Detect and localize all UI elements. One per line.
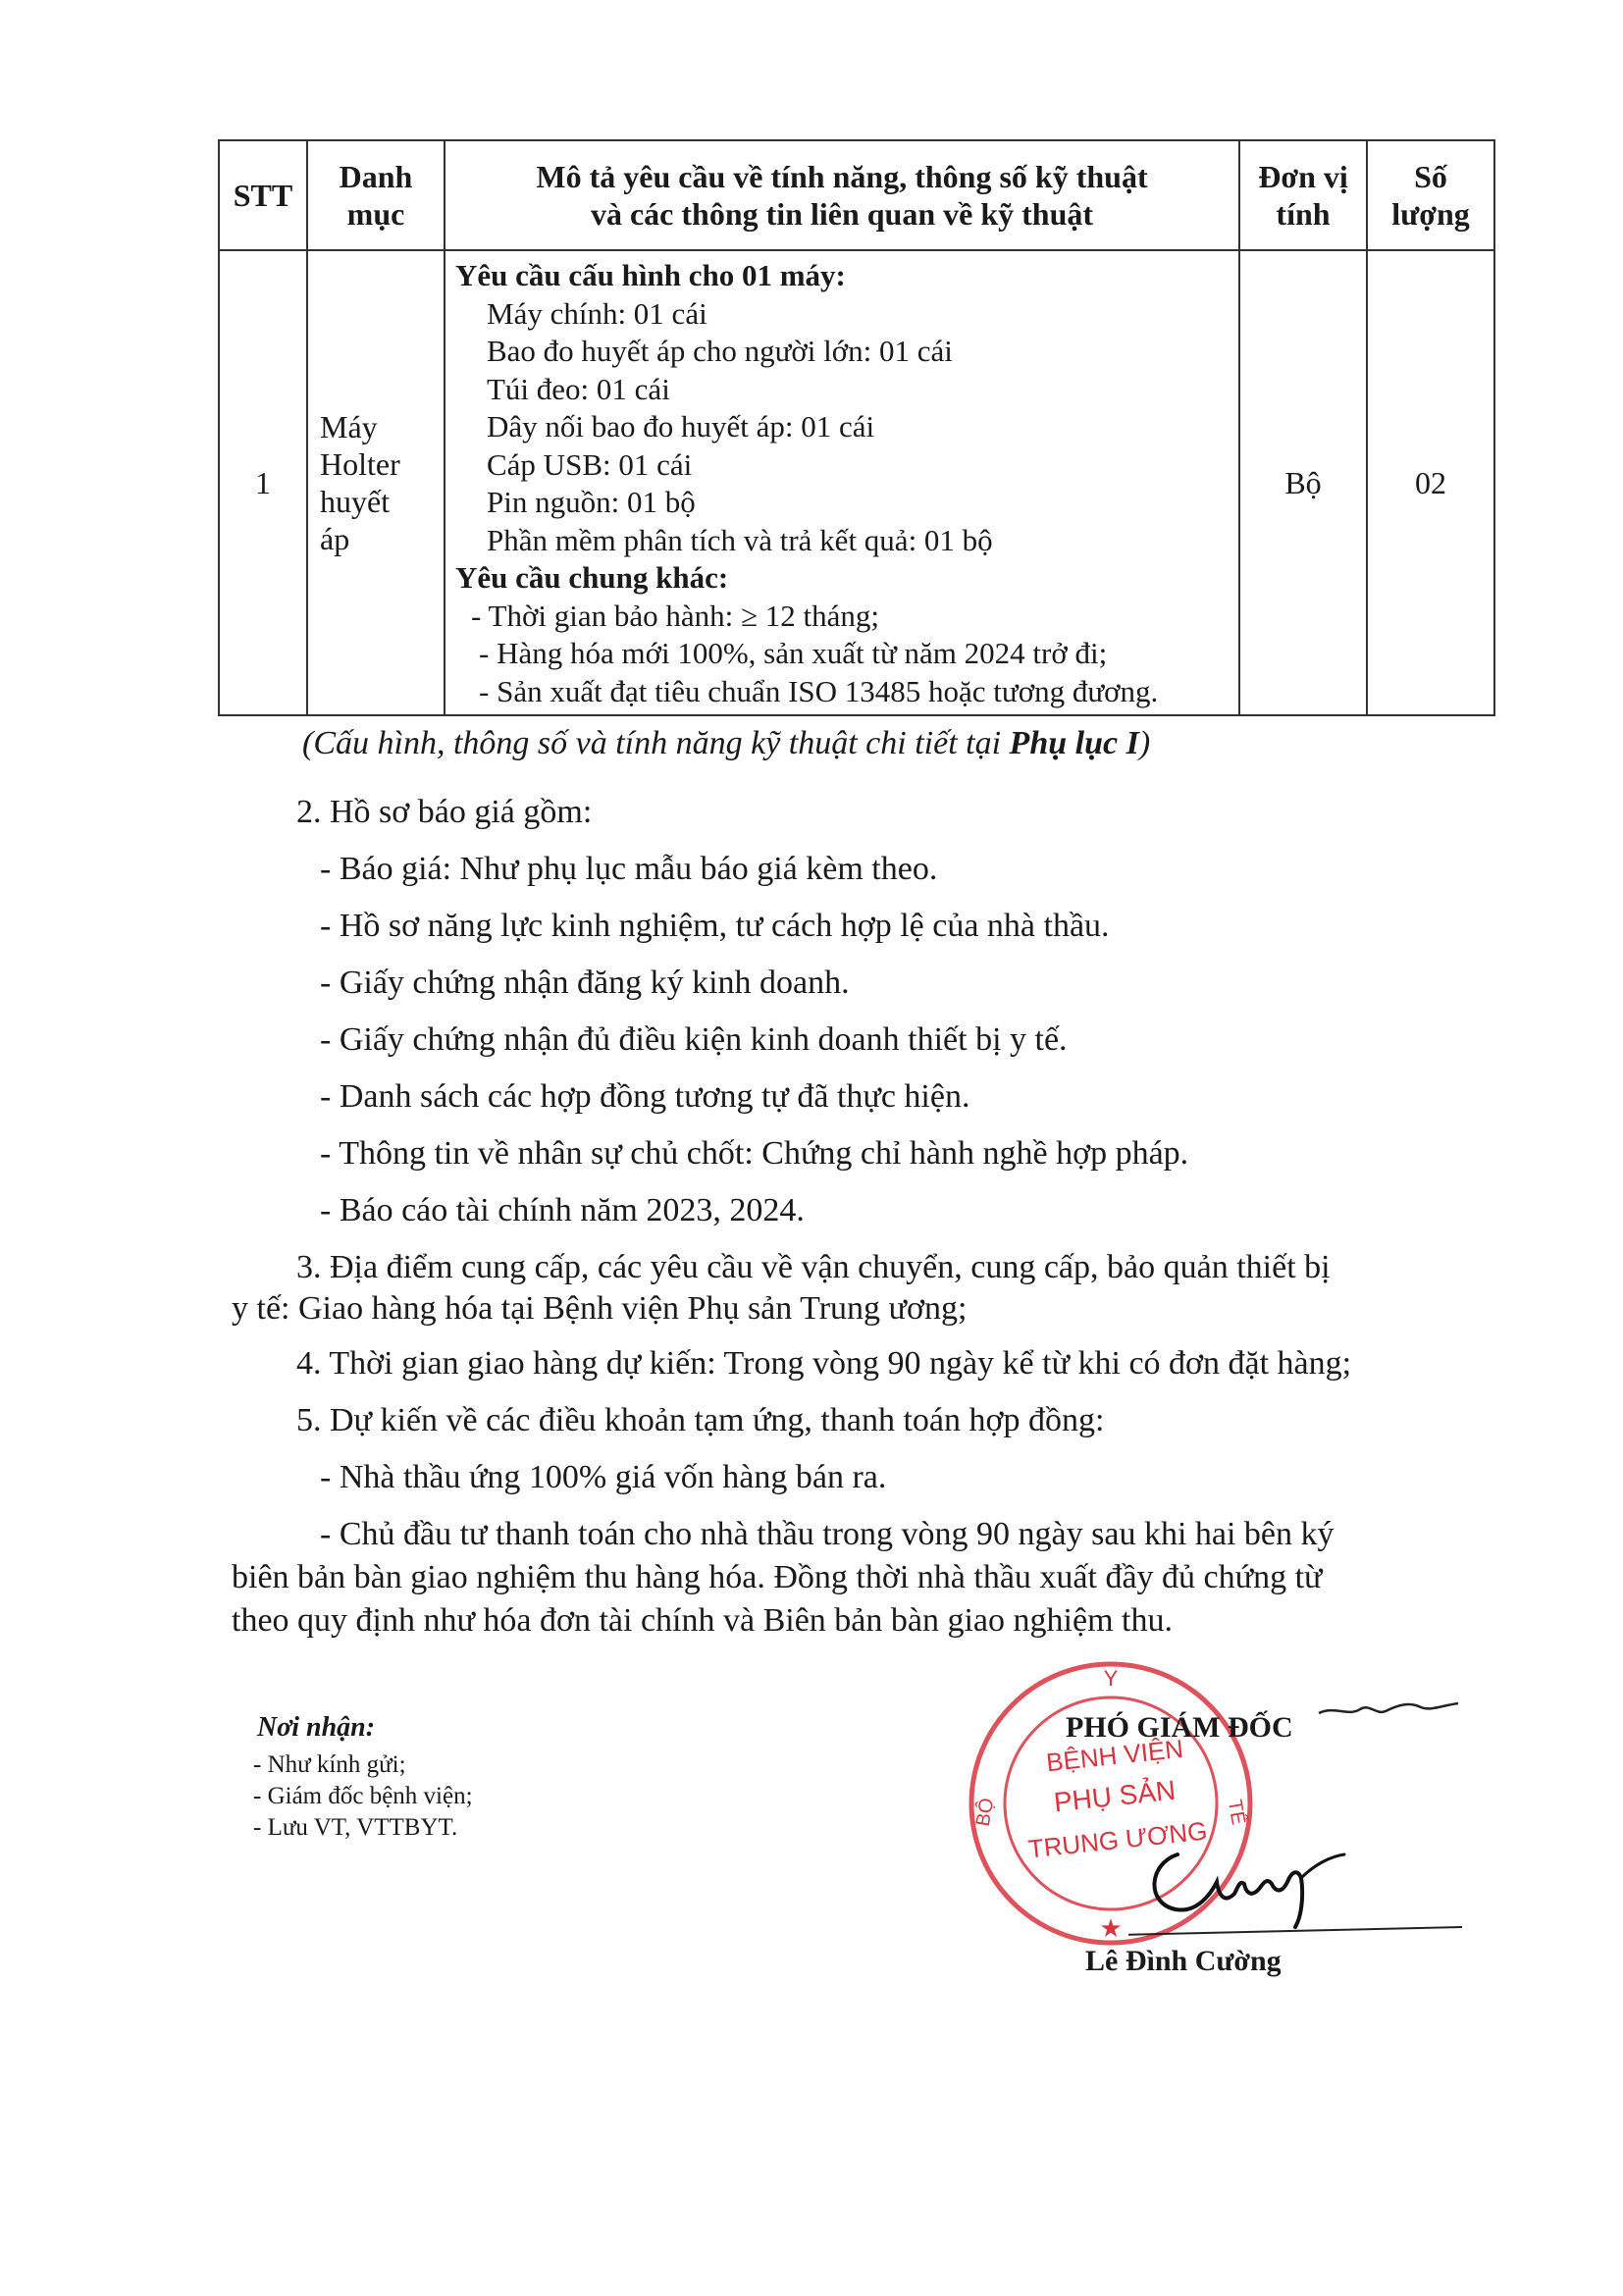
config-heading: Yêu cầu cấu hình cho 01 máy: [455,258,846,292]
header-stt: STT [219,140,307,250]
row-stt: 1 [219,250,307,715]
seal-line-1: BỆNH VIỆN [1044,1733,1185,1778]
general-heading: Yêu cầu chung khác: [455,560,729,595]
general-item: - Hàng hóa mới 100%, sản xuất từ năm 2024 trở đi; [479,636,1108,670]
config-item: Dây nối bao đo huyết áp: 01 cái [487,409,875,444]
row-description [445,250,1239,715]
seal-ring-top: Y [1103,1666,1119,1691]
config-item: Bao đo huyết áp cho người lớn: 01 cái [487,334,953,368]
list-item: - Danh sách các hợp đồng tương tự đã thực hiện. [320,1078,970,1115]
handwritten-signature-icon [1128,1825,1462,1943]
list-item: - Báo cáo tài chính năm 2023, 2024. [320,1192,805,1228]
recipient-item: - Giám đốc bệnh viện; [253,1783,473,1809]
seal-ring-left: BỘ [971,1796,999,1829]
seal-line-3: TRUNG ƯƠNG [1026,1815,1209,1864]
list-item: - Báo giá: Như phụ lục mẫu báo giá kèm theo. [320,851,938,887]
recipients-title: Nơi nhận: [257,1712,376,1743]
row-item-name: Máy Holter huyết áp [307,250,445,715]
list-item: - Giấy chứng nhận đăng ký kinh doanh. [320,965,850,1001]
seal-line-2: PHỤ SẢN [1052,1774,1178,1818]
section-4: 4. Thời gian giao hàng dự kiến: Trong vòng 90 ngày kể từ khi có đơn đặt hàng; [296,1345,1352,1382]
initial-flourish-icon [1315,1692,1462,1731]
seal-ring-right: TẾ [1223,1798,1249,1827]
config-item: Phần mềm phân tích và trả kết quả: 01 bộ [487,522,993,557]
list-item: - Giấy chứng nhận đủ điều kiện kinh doanh thiết bị y tế. [320,1021,1068,1058]
recipient-item: - Như kính gửi; [253,1751,406,1778]
section-5-item-2-line-1: - Chủ đầu tư thanh toán cho nhà thầu trong vòng 90 ngày sau khi hai bên ký [320,1516,1335,1552]
section-5-item-1: - Nhà thầu ứng 100% giá vốn hàng bán ra. [320,1459,887,1495]
config-item: Túi đeo: 01 cái [487,371,670,406]
section-5-item-2-line-3: theo quy định như hóa đơn tài chính và Biên bản bàn giao nghiệm thu. [232,1602,1173,1639]
signatory-name: Lê Đình Cường [1085,1945,1282,1977]
section-5-title: 5. Dự kiến về các điều khoản tạm ứng, thanh toán hợp đồng: [296,1402,1105,1438]
header-qty: Số lượng [1367,140,1494,250]
table-row [219,250,1494,715]
list-item: - Thông tin về nhân sự chủ chốt: Chứng chỉ hành nghề hợp pháp. [320,1135,1189,1172]
list-item: - Hồ sơ năng lực kinh nghiệm, tư cách hợp lệ của nhà thầu. [320,908,1110,944]
config-item: Cáp USB: 01 cái [487,446,693,482]
header-name: Danh mục [307,140,445,250]
section-5-item-2-line-2: biên bản bàn giao nghiệm thu hàng hóa. Đồng thời nhà thầu xuất đầy đủ chứng từ [232,1559,1323,1595]
recipient-item: - Lưu VT, VTTBYT. [253,1814,458,1841]
config-item: Pin nguồn: 01 bộ [487,485,696,519]
row-quantity: 02 [1367,250,1494,715]
section-3-line-2: y tế: Giao hàng hóa tại Bệnh viện Phụ sản Trung ương; [232,1290,968,1327]
general-item: - Thời gian bảo hành: ≥ 12 tháng; [471,598,879,633]
signatory-title: PHÓ GIÁM ĐỐC [1066,1711,1293,1744]
appendix-caption: (Cấu hình, thông số và tính năng kỹ thuật chi tiết tại Phụ lục I) [302,725,1151,761]
row-unit: Bộ [1239,250,1367,715]
spec-table [218,139,1495,716]
header-unit: Đơn vị tính [1239,140,1367,250]
config-item: Máy chính: 01 cái [487,295,707,331]
section-3-line-1: 3. Địa điểm cung cấp, các yêu cầu về vận chuyển, cung cấp, bảo quản thiết bị [296,1249,1331,1285]
section-2-title: 2. Hồ sơ báo giá gồm: [296,794,593,830]
header-desc: Mô tả yêu cầu về tính năng, thông số kỹ thuật và các thông tin liên quan về kỹ thuật [445,140,1239,250]
table-header-row [219,140,1494,250]
general-item: - Sản xuất đạt tiêu chuẩn ISO 13485 hoặc tương đương. [479,673,1159,708]
seal-star-icon: ★ [1099,1914,1123,1944]
